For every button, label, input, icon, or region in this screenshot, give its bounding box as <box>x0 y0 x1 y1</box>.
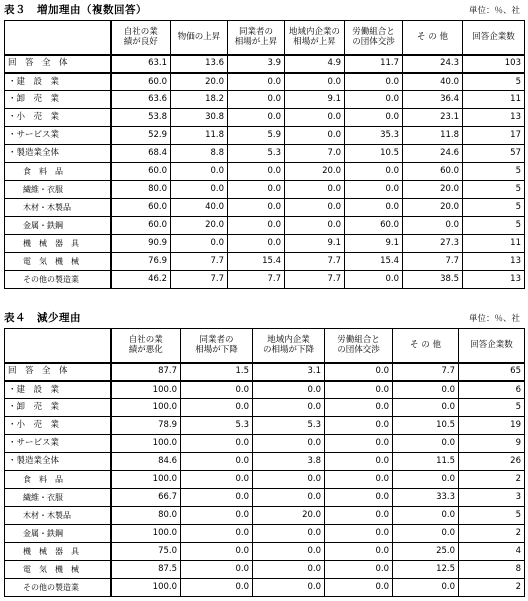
table-cell: 100.0 <box>111 579 181 597</box>
table-row <box>5 109 525 127</box>
table-cell: 5 <box>463 217 525 235</box>
table-cell: 0.0 <box>228 109 285 127</box>
table-cell: 63.1 <box>111 55 171 73</box>
table-cell: 0.0 <box>228 163 285 181</box>
table-cell: 11 <box>463 91 525 109</box>
table-cell: 0.0 <box>181 525 253 543</box>
table-cell: 0.0 <box>228 91 285 109</box>
table-cell: 3 <box>459 489 525 507</box>
table-cell: 36.4 <box>403 91 463 109</box>
table4-column-header: 労働組合と の団体交渉 <box>325 329 393 363</box>
table-cell: 4 <box>459 543 525 561</box>
row-label: ・卸 売 業 <box>5 399 111 417</box>
table-row <box>5 363 525 381</box>
table-cell: 0.0 <box>228 181 285 199</box>
table-cell: 87.5 <box>111 561 181 579</box>
table3-column-header: 同業者の 相場が上昇 <box>228 21 285 55</box>
table-cell: 2 <box>459 471 525 489</box>
row-label: 機 械 器 具 <box>5 235 111 253</box>
table-cell: 7.7 <box>171 253 228 271</box>
table-cell: 11.5 <box>393 453 459 471</box>
table-row <box>5 561 525 579</box>
table-cell: 0.0 <box>181 453 253 471</box>
table-cell: 25.0 <box>393 543 459 561</box>
table-cell: 35.3 <box>345 127 403 145</box>
table-cell: 0.0 <box>393 381 459 399</box>
row-label: ・建 設 業 <box>5 73 111 91</box>
table3-title: 表３ 増加理由（複数回答） <box>4 4 147 16</box>
table-cell: 0.0 <box>285 181 345 199</box>
table-cell: 23.1 <box>403 109 463 127</box>
table-cell: 5 <box>463 73 525 91</box>
table-cell: 60.0 <box>111 163 171 181</box>
table-cell: 13 <box>463 271 525 289</box>
table-row <box>5 91 525 109</box>
table-cell: 0.0 <box>181 579 253 597</box>
table-cell: 7.7 <box>393 363 459 381</box>
table3-column-header: 回答企業数 <box>463 21 525 55</box>
table-cell: 9.1 <box>345 235 403 253</box>
table-cell: 20.0 <box>403 199 463 217</box>
row-label: ・卸 売 業 <box>5 91 111 109</box>
table-cell: 0.0 <box>253 579 325 597</box>
table-cell: 0.0 <box>325 543 393 561</box>
table-cell: 13.6 <box>171 55 228 73</box>
table-cell: 20.0 <box>285 163 345 181</box>
table-cell: 40.0 <box>403 73 463 91</box>
row-label: ・製造業全体 <box>5 145 111 163</box>
table-cell: 0.0 <box>253 525 325 543</box>
table-cell: 11.8 <box>171 127 228 145</box>
table-cell: 0.0 <box>285 127 345 145</box>
table-cell: 8.8 <box>171 145 228 163</box>
row-label: 食 料 品 <box>5 471 111 489</box>
table-cell: 0.0 <box>325 507 393 525</box>
table-cell: 5.3 <box>228 145 285 163</box>
table-cell: 68.4 <box>111 145 171 163</box>
table-cell: 17 <box>463 127 525 145</box>
table-cell: 80.0 <box>111 181 171 199</box>
table-cell: 18.2 <box>171 91 228 109</box>
table-cell: 0.0 <box>345 109 403 127</box>
table-cell: 100.0 <box>111 525 181 543</box>
table-cell: 0.0 <box>253 543 325 561</box>
table4-section <box>0 310 528 593</box>
table-cell: 0.0 <box>171 163 228 181</box>
table-row <box>5 525 525 543</box>
table3-column-header: そ の 他 <box>403 21 463 55</box>
table-cell: 15.4 <box>345 253 403 271</box>
table-cell: 0.0 <box>325 381 393 399</box>
table-cell: 26 <box>459 453 525 471</box>
table-row <box>5 471 525 489</box>
table3 <box>4 20 525 289</box>
table-cell: 0.0 <box>393 525 459 543</box>
table-cell: 20.0 <box>253 507 325 525</box>
table-cell: 24.3 <box>403 55 463 73</box>
table-cell: 0.0 <box>285 73 345 91</box>
row-label: ・小 売 業 <box>5 417 111 435</box>
table-cell: 0.0 <box>228 199 285 217</box>
table-cell: 75.0 <box>111 543 181 561</box>
table-cell: 7.7 <box>285 253 345 271</box>
table-cell: 0.0 <box>393 471 459 489</box>
table-cell: 0.0 <box>253 399 325 417</box>
table-cell: 0.0 <box>345 163 403 181</box>
table-cell: 5.3 <box>181 417 253 435</box>
table-row <box>5 489 525 507</box>
table3-column-header: 物価の上昇 <box>171 21 228 55</box>
table4-column-header: そ の 他 <box>393 329 459 363</box>
table-cell: 24.6 <box>403 145 463 163</box>
table3-column-header: 地域内企業の 相場が上昇 <box>285 21 345 55</box>
table-cell: 3.1 <box>253 363 325 381</box>
table-cell: 84.6 <box>111 453 181 471</box>
table-cell: 6 <box>459 381 525 399</box>
table-row <box>5 507 525 525</box>
table-cell: 19 <box>459 417 525 435</box>
table-cell: 7.7 <box>228 271 285 289</box>
table-row <box>5 163 525 181</box>
table-cell: 33.3 <box>393 489 459 507</box>
table3-header-row <box>5 21 525 55</box>
table-cell: 0.0 <box>325 453 393 471</box>
row-label: 金属・鉄鋼 <box>5 217 111 235</box>
row-label: ・サービス業 <box>5 435 111 453</box>
table-cell: 0.0 <box>285 217 345 235</box>
table-cell: 0.0 <box>325 363 393 381</box>
table-cell: 3.9 <box>228 55 285 73</box>
table-cell: 0.0 <box>228 235 285 253</box>
table4-column-header: 回答企業数 <box>459 329 525 363</box>
table-cell: 0.0 <box>285 199 345 217</box>
table-cell: 87.7 <box>111 363 181 381</box>
table-cell: 12.5 <box>393 561 459 579</box>
table-cell: 20.0 <box>171 217 228 235</box>
table-cell: 90.9 <box>111 235 171 253</box>
table-cell: 66.7 <box>111 489 181 507</box>
table-cell: 7.7 <box>285 271 345 289</box>
table-row <box>5 127 525 145</box>
table-cell: 0.0 <box>325 435 393 453</box>
row-label: 電 気 機 械 <box>5 253 111 271</box>
table4-column-header: 同業者の 相場が下降 <box>181 329 253 363</box>
table-row <box>5 381 525 399</box>
table-cell: 80.0 <box>111 507 181 525</box>
table-cell: 100.0 <box>111 399 181 417</box>
table-row <box>5 253 525 271</box>
row-label: その他の製造業 <box>5 579 111 597</box>
table-cell: 5.3 <box>253 417 325 435</box>
row-label: 機 械 器 具 <box>5 543 111 561</box>
table4-header-corner <box>5 329 111 363</box>
table-cell: 0.0 <box>253 381 325 399</box>
table-cell: 0.0 <box>345 73 403 91</box>
table-cell: 0.0 <box>171 235 228 253</box>
table-row <box>5 435 525 453</box>
table-cell: 0.0 <box>325 489 393 507</box>
table-cell: 0.0 <box>181 435 253 453</box>
table-cell: 60.0 <box>111 217 171 235</box>
table-row <box>5 453 525 471</box>
table-cell: 5 <box>463 181 525 199</box>
table-row <box>5 235 525 253</box>
table-cell: 0.0 <box>228 73 285 91</box>
table4-header-row <box>5 329 525 363</box>
table-cell: 0.0 <box>181 561 253 579</box>
table-cell: 60.0 <box>345 217 403 235</box>
table-cell: 0.0 <box>403 217 463 235</box>
table-cell: 60.0 <box>111 199 171 217</box>
table-cell: 4.9 <box>285 55 345 73</box>
table-cell: 0.0 <box>393 399 459 417</box>
table-cell: 3.8 <box>253 453 325 471</box>
row-label: 電 気 機 械 <box>5 561 111 579</box>
table-cell: 5 <box>463 199 525 217</box>
table-row <box>5 417 525 435</box>
table-cell: 78.9 <box>111 417 181 435</box>
table-cell: 8 <box>459 561 525 579</box>
table-cell: 0.0 <box>253 471 325 489</box>
table-cell: 0.0 <box>253 435 325 453</box>
table-cell: 0.0 <box>325 417 393 435</box>
table-cell: 0.0 <box>325 525 393 543</box>
table-cell: 63.6 <box>111 91 171 109</box>
table-cell: 0.0 <box>325 471 393 489</box>
table-cell: 0.0 <box>393 579 459 597</box>
table-cell: 5.9 <box>228 127 285 145</box>
table-row <box>5 145 525 163</box>
table-cell: 9 <box>459 435 525 453</box>
row-label: 食 料 品 <box>5 163 111 181</box>
row-label: ・サービス業 <box>5 127 111 145</box>
table-cell: 10.5 <box>393 417 459 435</box>
table-row <box>5 199 525 217</box>
row-label: 繊維・衣服 <box>5 181 111 199</box>
table-cell: 0.0 <box>345 199 403 217</box>
table4-column-header: 地域内企業 の相場が下降 <box>253 329 325 363</box>
table-cell: 13 <box>463 253 525 271</box>
table-cell: 103 <box>463 55 525 73</box>
row-label: その他の製造業 <box>5 271 111 289</box>
table-cell: 0.0 <box>393 435 459 453</box>
row-label: 金属・鉄鋼 <box>5 525 111 543</box>
row-label: 回 答 全 体 <box>5 55 111 73</box>
table3-column-header: 労働組合と の団体交渉 <box>345 21 403 55</box>
table-cell: 60.0 <box>111 73 171 91</box>
table-cell: 0.0 <box>325 579 393 597</box>
table-cell: 9.1 <box>285 235 345 253</box>
table-cell: 100.0 <box>111 435 181 453</box>
table-cell: 30.8 <box>171 109 228 127</box>
row-label: ・建 設 業 <box>5 381 111 399</box>
table-cell: 53.8 <box>111 109 171 127</box>
table-cell: 57 <box>463 145 525 163</box>
table-cell: 5 <box>459 507 525 525</box>
table-cell: 0.0 <box>181 507 253 525</box>
table-row <box>5 181 525 199</box>
table-cell: 9.1 <box>285 91 345 109</box>
table-cell: 0.0 <box>393 507 459 525</box>
table-cell: 38.5 <box>403 271 463 289</box>
table-cell: 0.0 <box>181 381 253 399</box>
table-cell: 20.0 <box>171 73 228 91</box>
table4-column-header: 自社の業 績が悪化 <box>111 329 181 363</box>
table-cell: 46.2 <box>111 271 171 289</box>
table-row <box>5 543 525 561</box>
table-cell: 60.0 <box>403 163 463 181</box>
table-cell: 11.8 <box>403 127 463 145</box>
table-row <box>5 271 525 289</box>
table-cell: 100.0 <box>111 471 181 489</box>
table-cell: 0.0 <box>253 561 325 579</box>
row-label: ・製造業全体 <box>5 453 111 471</box>
row-label: 木材・木製品 <box>5 507 111 525</box>
row-label: 回 答 全 体 <box>5 363 111 381</box>
table3-section <box>0 2 528 285</box>
table-cell: 1.5 <box>181 363 253 381</box>
table-cell: 7.7 <box>171 271 228 289</box>
table-cell: 5 <box>459 399 525 417</box>
table-cell: 0.0 <box>325 399 393 417</box>
table-cell: 20.0 <box>403 181 463 199</box>
row-label: ・小 売 業 <box>5 109 111 127</box>
table-cell: 100.0 <box>111 381 181 399</box>
table-cell: 0.0 <box>345 271 403 289</box>
table-cell: 11.7 <box>345 55 403 73</box>
table-cell: 65 <box>459 363 525 381</box>
table-row <box>5 55 525 73</box>
table-row <box>5 579 525 597</box>
table-cell: 11 <box>463 235 525 253</box>
table-cell: 0.0 <box>345 91 403 109</box>
table-cell: 5 <box>463 163 525 181</box>
table-cell: 0.0 <box>345 181 403 199</box>
table-row <box>5 73 525 91</box>
table3-column-header: 自社の業 績が良好 <box>111 21 171 55</box>
table3-header-corner <box>5 21 111 55</box>
table-cell: 0.0 <box>253 489 325 507</box>
table-cell: 0.0 <box>181 543 253 561</box>
table-cell: 0.0 <box>181 399 253 417</box>
table3-unit: 単位：％、社 <box>468 6 520 16</box>
table-cell: 7.7 <box>403 253 463 271</box>
table-cell: 27.3 <box>403 235 463 253</box>
table4 <box>4 328 525 597</box>
table-cell: 40.0 <box>171 199 228 217</box>
table-cell: 76.9 <box>111 253 171 271</box>
table-cell: 0.0 <box>285 109 345 127</box>
table-cell: 13 <box>463 109 525 127</box>
table-cell: 2 <box>459 579 525 597</box>
row-label: 繊維・衣服 <box>5 489 111 507</box>
table-cell: 15.4 <box>228 253 285 271</box>
table-cell: 2 <box>459 525 525 543</box>
table4-unit: 単位：％、社 <box>468 314 520 324</box>
table-cell: 0.0 <box>228 217 285 235</box>
table4-title: 表４ 減少理由 <box>4 312 81 324</box>
table-cell: 0.0 <box>325 561 393 579</box>
row-label: 木材・木製品 <box>5 199 111 217</box>
table-cell: 0.0 <box>181 471 253 489</box>
table-cell: 0.0 <box>171 181 228 199</box>
table-cell: 52.9 <box>111 127 171 145</box>
table-row <box>5 399 525 417</box>
table-cell: 0.0 <box>181 489 253 507</box>
table-row <box>5 217 525 235</box>
table-cell: 7.0 <box>285 145 345 163</box>
table-cell: 10.5 <box>345 145 403 163</box>
